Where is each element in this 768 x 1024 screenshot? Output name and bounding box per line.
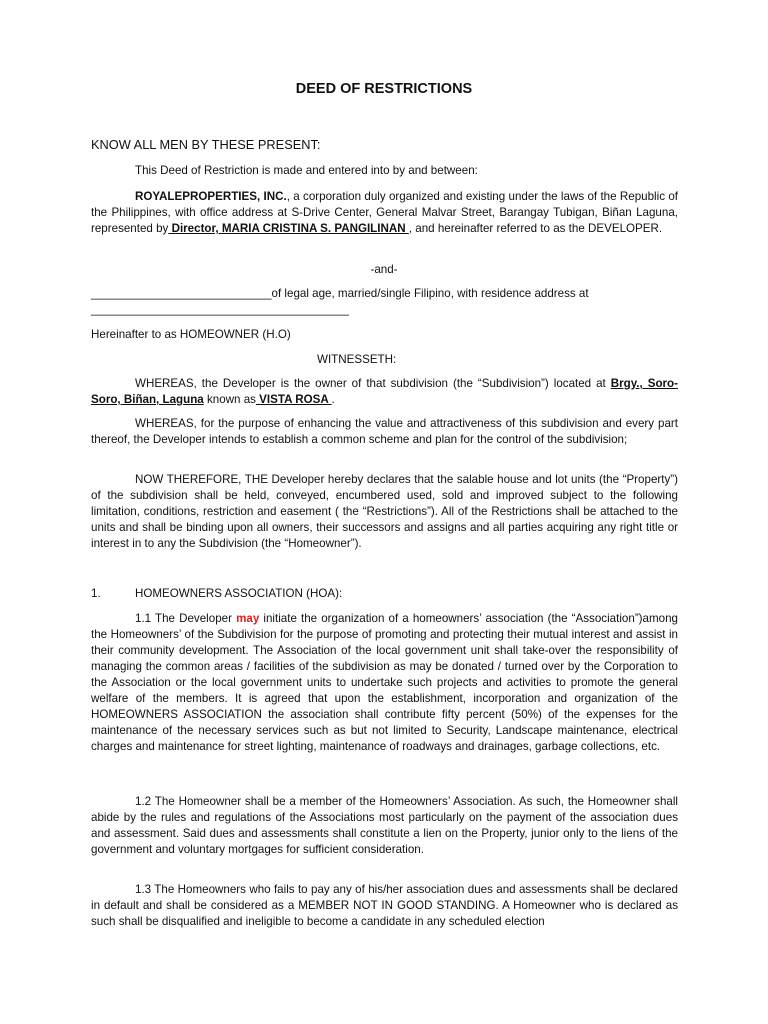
know-all-heading: KNOW ALL MEN BY THESE PRESENT:	[91, 137, 321, 152]
paragraph-1-1	[91, 611, 678, 755]
whereas1-text-2: known as	[203, 393, 256, 406]
whereas1-text-1: WHEREAS, the Developer is the owner of that subdivision (the “Subdivision”) located at	[135, 377, 611, 390]
p1-1-may: may	[236, 612, 260, 625]
witnesseth-heading: WITNESSETH:	[317, 353, 397, 366]
developer-company: ROYALEPROPERTIES, INC.	[135, 190, 287, 203]
p1-1-text-1: 1.1 The Developer	[135, 612, 237, 625]
document-title: DEED OF RESTRICTIONS	[295, 81, 473, 97]
developer-representative: Director, MARIA CRISTINA S. PANGILINAN	[168, 222, 409, 235]
and-separator: -and-	[370, 263, 398, 276]
paragraph-1-2: 1.2 The Homeowner shall be a member of the Homeowners’ Association. As such, the Homeowner shall abide by the rules and regulations of the Associations most particularly on the payment of the association dues and assessment. Said dues and assessments shall constitute a lien on the Property, junior only to the liens of the government and voluntary mortgages for sufficient consideration.	[91, 795, 678, 856]
developer-text-2: , and hereinafter referred to as the DEVELOPER.	[408, 222, 663, 235]
whereas-paragraph-2: WHEREAS, for the purpose of enhancing the value and attractiveness of this subdivision and every part thereof, the Developer intends to establish a common scheme and plan for the control of the subdivision;	[91, 417, 678, 446]
intro-paragraph: This Deed of Restriction is made and entered into by and between:	[135, 164, 478, 177]
section-1-number: 1.	[91, 587, 101, 600]
homeowner-line-2: ________________________________________	[91, 303, 349, 316]
developer-text-1: , a corporation duly organized and existing under the laws of the Republic of the Philippines, with office address at S-Drive Center, General Malvar Street, Barangay Tubigan, Biñan Laguna, represented by	[91, 190, 679, 235]
developer-paragraph	[91, 189, 678, 237]
homeowner-line-1: ____________________________of legal age, married/single Filipino, with residence address at	[91, 287, 589, 300]
whereas1-name: VISTA ROSA	[255, 393, 332, 406]
section-1-heading	[91, 586, 678, 602]
whereas1-location: Brgy., Soro-Soro, Biñan, Laguna	[91, 377, 678, 406]
hereinafter-line: Hereinafter to as HOMEOWNER (H.O)	[91, 328, 291, 341]
p1-1-text-2: initiate the organization of a homeowners’ association (the “Association”)among the Homeowners’ of the Subdivision for the purpose of promoting and protecting their mutual interest and assist in their community development. The Association of the local government unit shall take-over the responsibility of managing the common areas / facilities of the subdivision as may be donated / turned over by the Corporation to the Association or the local government units to undertake such projects and activities to promote the general welfare of the members. It is agreed that upon the establishment, incorporation and organization of the HOMEOWNERS ASSOCIATION the association shall contribute fifty percent (50%) of the expenses for the maintenance of the necessary services such as but not limited to Security, Landscape maintenance, electrical charges and maintenance for street lighting, maintenance of roadways and drainages, garbage collections, etc.	[91, 612, 678, 753]
now-therefore-paragraph: NOW THEREFORE, THE Developer hereby declares that the salable house and lot units (the “Property”) of the subdivision shall be held, conveyed, encumbered used, sold and improved subject to the following limitation, conditions, restriction and easement ( the “Restrictions”). All of the Restrictions shall be attached to the units and shall be binding upon all owners, their successors and assigns and all parties acquiring any right title or interest in to any the Subdivision (the “Homeowner”).	[91, 473, 678, 550]
whereas1-text-3: .	[331, 393, 335, 406]
paragraph-1-3: 1.3 The Homeowners who fails to pay any of his/her association dues and assessments shall be declared in default and shall be considered as a MEMBER NOT IN GOOD STANDING. A Homeowner who is declared as such shall be disqualified and ineligible to become a candidate in any scheduled election	[91, 883, 678, 928]
section-1-title: HOMEOWNERS ASSOCIATION (HOA):	[135, 587, 343, 600]
whereas-paragraph-1	[91, 376, 678, 408]
